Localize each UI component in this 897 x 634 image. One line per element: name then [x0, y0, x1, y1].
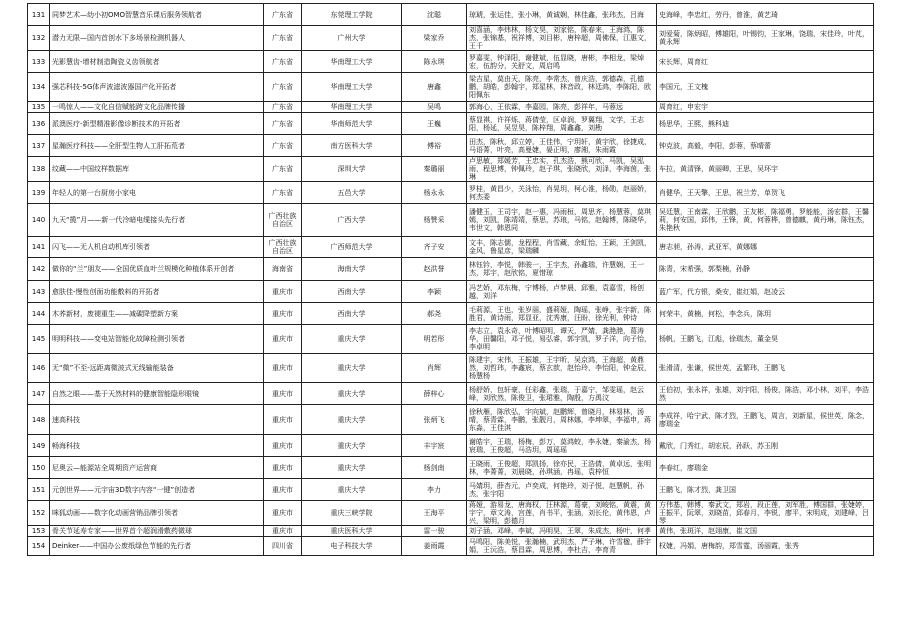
school-name: 深圳大学 [302, 157, 402, 182]
project-name: 派澳医疗-新型精准影像诊断技术的开拓者 [50, 113, 264, 135]
team-leader: 肖辉 [402, 354, 467, 383]
team-members: 马婧玥，薛杏元，卢奕成，何艳玲，刘子悦，赵慧帆，孙杰，张宇阳 [467, 479, 657, 501]
team-leader: 陈永琪 [402, 51, 467, 73]
project-name: 自然之眼——基于天然材料的健康智能隐形眼镜 [50, 383, 264, 405]
province: 重庆市 [264, 435, 302, 457]
school-name: 东莞理工学院 [302, 4, 402, 26]
team-leader: 吴鸣 [402, 102, 467, 113]
school-name: 华南理工大学 [302, 73, 402, 102]
project-name: 光影慧齿-增材制造陶瓷义齿领航者 [50, 51, 264, 73]
project-name: 强芯科技-5G体声波滤波器国产化开拓者 [50, 73, 264, 102]
project-name: 畅海科技 [50, 435, 264, 457]
table-row [28, 26, 874, 51]
team-leader: 李颖 [402, 281, 467, 303]
team-members: 徐秋雁，陈欣弘，宇向斌，赵鹏辉，曾晓月，林易林，汤晴，蔡青霖，李鹏，张靓月，周林娜，李坤翠，李福申，蒋东淼，王佳淇 [467, 405, 657, 435]
school-name: 重庆大学 [302, 479, 402, 501]
province: 广东省 [264, 157, 302, 182]
school-name: 重庆医科大学 [302, 526, 402, 537]
province: 四川省 [264, 537, 302, 556]
project-name: 木荞新材，废褪重生——减碳降塑新方案 [50, 303, 264, 325]
project-name: 九天“揽”月——新一代冷暗电缆接头先行者 [50, 204, 264, 237]
advisors: 杨思华，王熙，熊科迪 [657, 113, 874, 135]
advisors: 李成祥，哈宁武，陈才烈，王鹏飞，周言，刘新星，侯世英，陈念，廖瑞金 [657, 405, 874, 435]
team-leader: 王海平 [402, 501, 467, 526]
team-leader: 杨剑南 [402, 457, 467, 479]
team-leader: 李力 [402, 479, 467, 501]
province: 重庆市 [264, 303, 302, 325]
team-leader: 傅裕 [402, 135, 467, 157]
team-leader: 薛梓心 [402, 383, 467, 405]
advisors: 刘爱菊，陈炳昭，傅雄阳，叶锡钧，王家琳，饶瑞，宋佳玲，叶芃，黄永辉 [657, 26, 874, 51]
advisors: 李国元，王文槐 [657, 73, 874, 102]
team-members: 刘喜涵，李炜林，杨文昊，刘家铭，陈春来，王海鸿，陈杰，张锦基，祝祥博，刘目彬，唐梓超，周佛保，江惠文，王千 [467, 26, 657, 51]
row-number: 135 [28, 102, 50, 113]
table-row [28, 435, 874, 457]
row-number: 132 [28, 26, 50, 51]
team-members: 刘子涵，邓峰，李斌，冯明昊，王翠，朱成杰，杨叶，何孝 [467, 526, 657, 537]
province: 广东省 [264, 182, 302, 204]
school-name: 重庆大学 [302, 405, 402, 435]
team-members: 潘健玉，王司宇，赵一惠，冯雨桓，周思齐，杨慧蓉，莫琪嫣，刘凯，陈靖靖，蔡思，苏琅，马铭，赵翰博，陈晓华，韦世文，韩恩同 [467, 204, 657, 237]
school-name: 海南大学 [302, 258, 402, 281]
row-number: 150 [28, 457, 50, 479]
advisors: 蓝广军，代方银，桑安，崔红娟，赵凌云 [657, 281, 874, 303]
team-members: 毛莉源，王也，张岁丽，盛莉娅，陶瑶，张峥，张宇新，陈胜君，黄诗雨，郑显亚，沈秀康，汪盼，徐光利，钟诗 [467, 303, 657, 325]
advisors: 钟克波，高毅，李阳，彭蓉，蔡晴蕾 [657, 135, 874, 157]
advisors: 权婕，冯娟，唐梅韵，郑雪霆，汤丽霞，张秀 [657, 537, 874, 556]
school-name: 重庆大学 [302, 354, 402, 383]
advisors: 周育红，申宏宇 [657, 102, 874, 113]
table-row [28, 157, 874, 182]
school-name: 五邑大学 [302, 182, 402, 204]
team-members: 琼琥，张运佳，张小琳，黄诚娴，林佳鑫，张玮杰，吕海 [467, 4, 657, 26]
team-leader: 明若彤 [402, 325, 467, 354]
row-number: 131 [28, 4, 50, 26]
team-leader: 杨永永 [402, 182, 467, 204]
project-name: 潜力无限—国内首创水下多场景检测机器人 [50, 26, 264, 51]
table-row [28, 354, 874, 383]
row-number: 133 [28, 51, 50, 73]
project-name: 咪狐动画——数字化动画营销品牌引领者 [50, 501, 264, 526]
school-name: 广州大学 [302, 26, 402, 51]
province: 重庆市 [264, 325, 302, 354]
province: 广东省 [264, 73, 302, 102]
table-row [28, 258, 874, 281]
province: 广东省 [264, 4, 302, 26]
project-name: 年轻人的第一台厨房小家电 [50, 182, 264, 204]
team-members: 杨舒娇，包轩豪，任彩鑫，张瑞，于嘉宁，邹雯瑶，赵云峰，刘欣然，陈俊卫，张珺雅，陶殷，方禹汶 [467, 383, 657, 405]
advisors: 黄伟，张斑洋，赵翊康，崔文国 [657, 526, 874, 537]
province: 重庆市 [264, 457, 302, 479]
province: 广东省 [264, 102, 302, 113]
province: 广西壮族自治区 [264, 237, 302, 258]
table-row [28, 405, 874, 435]
advisors: 宋长辉，周育红 [657, 51, 874, 73]
project-name: 骨关节延寿专家——世界首个超润滑敷药微球 [50, 526, 264, 537]
province: 广西壮族自治区 [264, 204, 302, 237]
advisors: 陈青，宋希强，郭梨楠，孙静 [657, 258, 874, 281]
school-name: 西南大学 [302, 281, 402, 303]
project-name: 纹藏——中国纹样数据库 [50, 157, 264, 182]
advisors: 杨帆，王鹏飞，江彪，徐瑞杰，董金昊 [657, 325, 874, 354]
table-row [28, 457, 874, 479]
team-members: 罗嘉雯，钟泽阳，谢健斌，伍显晓，唐彬，李相龙，梁焯宏，伍韵分，关舒文，周启鸣 [467, 51, 657, 73]
project-name: 无“微”不至-远距离微波式无线输能装备 [50, 354, 264, 383]
province: 广东省 [264, 113, 302, 135]
row-number: 154 [28, 537, 50, 556]
advisors: 何荣丰，黄楠，何松，李念兵，陈玥 [657, 303, 874, 325]
school-name: 南方医科大学 [302, 135, 402, 157]
project-name: 元创世界——元宇宙3D数字内容“一键”创造者 [50, 479, 264, 501]
team-members: 田杰，陈秋，邱立婷，王佳伟，宁玥轩，黄宇欣，徐捷成，马语菁，叶亮，高曼婕，晏正明，廖湘，朱雨霞 [467, 135, 657, 157]
team-leader: 沈聪 [402, 4, 467, 26]
row-number: 147 [28, 383, 50, 405]
project-name: 做你的“兰”朋友——全国优质血叶兰规模化种植体系开创者 [50, 258, 264, 281]
school-name: 华南理工大学 [302, 102, 402, 113]
team-members: 王晓雨，王俊超，郑凯扬，徐亦民，王浩倩，黄卓远，张明林，李菁菁，刘晨晓，孙琪涵，冉瑶，袁梓恒 [467, 457, 657, 479]
school-name: 重庆大学 [302, 325, 402, 354]
school-name: 重庆大学 [302, 435, 402, 457]
team-leader: 秦璐丽 [402, 157, 467, 182]
advisors: 张滑清，张谦，侯世英，孟繁玮，王鹏飞 [657, 354, 874, 383]
table-row [28, 135, 874, 157]
row-number: 145 [28, 325, 50, 354]
school-name: 西南大学 [302, 303, 402, 325]
team-leader: 赵洪誉 [402, 258, 467, 281]
advisors: 史海峰，李忠红，劳丹，曾淮，黄艺琦 [657, 4, 874, 26]
row-number: 143 [28, 281, 50, 303]
province: 重庆市 [264, 501, 302, 526]
row-number: 148 [28, 405, 50, 435]
row-number: 138 [28, 157, 50, 182]
table-row [28, 281, 874, 303]
province: 重庆市 [264, 405, 302, 435]
table-row [28, 182, 874, 204]
project-name: 星瀚医疗科技——全肝型生物人工肝拓荒者 [50, 135, 264, 157]
school-name: 重庆三峡学院 [302, 501, 402, 526]
roster-body [28, 4, 874, 556]
team-members: 陈建宇，宋伟，王振雄，王宇昕，吴京鸿，王海超，黄鼎然，刘哲玮，李鑫宸，蔡玄歆，赵怡玲，李怡阳，钟金辰，杨慧杨 [467, 354, 657, 383]
advisors: 李春红，廖瑞金 [657, 457, 874, 479]
advisors: 吴廷慧，王南霖，王欣鹏，王友彬，陈福勇，罗能能，汤宏群，王馨莉，何安国，邱伟，王锋，黄，何蓉桦，曾德麒，黄丹琳，陈钰杰，朱艳秋 [657, 204, 874, 237]
table-row [28, 237, 874, 258]
project-name: 愈肤佳-慢性创面功能敷料的开拓者 [50, 281, 264, 303]
advisors: 戴欣，门秀红，胡宏辰，孙跃，苏玉刚 [657, 435, 874, 457]
advisors: 唐志昶，孙涛，武亚军，黄娜娜 [657, 237, 874, 258]
advisors: 方伟基，韩博，秦武文，郑岩，段正莲，刘军胜，傅国群，张婕婷，王振平，阮翠，刘晓苗，邱春月，李锐，廖平，宋明成，刘建峰，吕琴 [657, 501, 874, 526]
project-name: 一鸣惊人——文化自信赋能跨文化品牌传播 [50, 102, 264, 113]
row-number: 139 [28, 182, 50, 204]
table-row [28, 73, 874, 102]
row-number: 142 [28, 258, 50, 281]
project-name: 尼奥云—能源站全周期资产运营商 [50, 457, 264, 479]
team-members: 马鸣阳，陈美悦，张瀚楠，武玥杰，严子琳，许雪楹，薛宇娟，王沅浩，蔡昌霖，周思博，李杜吉，李育青 [467, 537, 657, 556]
table-row [28, 113, 874, 135]
row-number: 141 [28, 237, 50, 258]
team-members: 蒋娅，游易龙，唐海权，汪林源，葛豪，刘峻铭，黄震，黄宇宁，章文涛，宫莲，肖书平，张涵，刘长伦，黄伟恩，卢兴，梁明，彭德月 [467, 501, 657, 526]
table-row [28, 501, 874, 526]
table-row [28, 4, 874, 26]
province: 重庆市 [264, 526, 302, 537]
school-name: 华南理工大学 [302, 51, 402, 73]
team-leader: 张炳飞 [402, 405, 467, 435]
team-leader: 齐子安 [402, 237, 467, 258]
team-leader: 杨赞采 [402, 204, 467, 237]
province: 重庆市 [264, 281, 302, 303]
advisors: 车拉，黄清锋，黄丽卿，王思，吴环宇 [657, 157, 874, 182]
school-name: 广西师范大学 [302, 237, 402, 258]
row-number: 152 [28, 501, 50, 526]
table-row [28, 383, 874, 405]
project-name: 速高科技 [50, 405, 264, 435]
province: 广东省 [264, 135, 302, 157]
team-leader: 梁家乔 [402, 26, 467, 51]
table-row [28, 51, 874, 73]
row-number: 144 [28, 303, 50, 325]
team-leader: 郝尧 [402, 303, 467, 325]
team-members: 冯艺娇，邓东梅，宁博杨，卢梦晨，邱雅，袁嘉雪，杨创越，刘洋 [467, 281, 657, 303]
advisors: 王伯初，张永祥，张雄，刘宇阳，杨俊，陈浩，邓小林，刘平，李浩然 [657, 383, 874, 405]
team-leader: 唐鑫 [402, 73, 467, 102]
table-row [28, 526, 874, 537]
province: 广东省 [264, 26, 302, 51]
row-number: 149 [28, 435, 50, 457]
row-number: 151 [28, 479, 50, 501]
team-members: 林钰钤，李悦，韩骏一，王宇杰，孙鑫瑞，许慧娴，王一杰，郑宇，赵欣铭，夏惜琼 [467, 258, 657, 281]
table-row [28, 479, 874, 501]
team-members: 卢思敏，郑媛芳，王忠实，孔杰浩，熊可欣，马凯，吴泓雨，程思博，钟佩玲，赵子琪，张晓欣，刘泽，李海茵，张琳 [467, 157, 657, 182]
team-leader: 雷一骏 [402, 526, 467, 537]
project-name: Deinker——中国办公废纸绿色节能的先行者 [50, 537, 264, 556]
table-row [28, 537, 874, 556]
roster-table [27, 3, 874, 556]
row-number: 134 [28, 73, 50, 102]
team-members: 文丰，陈志儒，龙程程，肖雪藏，余虹怡，王颖，王剑凯，金风，鲁星彦，梁瑞麟 [467, 237, 657, 258]
table-row [28, 204, 874, 237]
advisors: 肖健华，王天擎，王思，祝兰芳，单贺飞 [657, 182, 874, 204]
team-leader: 姜雨霞 [402, 537, 467, 556]
school-name: 重庆大学 [302, 383, 402, 405]
team-members: 罗桂，黄昌少，关泳怡，肖晃玥，柯心淮，杨勋，赵丽娇，何杰委 [467, 182, 657, 204]
project-name: 闪飞——无人机自动机库引领者 [50, 237, 264, 258]
team-members: 蔡显祺，许祥烁，蒋倩莹，区卓润，罗翼翔，文学，王志阳，杨延，吴昱昊，陈梓翔，周鑫鑫，刘勘 [467, 113, 657, 135]
team-members: 郭海心，王依霖，李嘉园，陈亮，彭祥年，马蓉远 [467, 102, 657, 113]
province: 重庆市 [264, 479, 302, 501]
project-name: 同梦艺术—幼小初OMO智慧音乐课后服务领航者 [50, 4, 264, 26]
team-members: 梁吉星，莫由天，陈亮，李常杰，曾庆浩，郭德森，孔德鹏，胡皓，彭翰宇，郑星林，林音政，林廷鸿，李陈阳，欧阳佩东 [467, 73, 657, 102]
team-members: 李志立，袁永奇，叶博昭明，谭天，严婧，龚滟滟，葛涛华，田馨阳，邓子悦，易弘睿，郭宇凯，罗子洋，向子怡，李卓明 [467, 325, 657, 354]
row-number: 137 [28, 135, 50, 157]
province: 重庆市 [264, 354, 302, 383]
school-name: 电子科技大学 [302, 537, 402, 556]
school-name: 华南师范大学 [302, 113, 402, 135]
team-leader: 丰宇宸 [402, 435, 467, 457]
province: 重庆市 [264, 383, 302, 405]
advisors: 王鹏飞，陈才烈，龚卫国 [657, 479, 874, 501]
team-members: 谢皓宇，王瑞，杨梅，彭万，莫鸿蛟，李永婕，秦渝杰，杨宸瑞，王俊超，马浩玥，周瑶瑶 [467, 435, 657, 457]
province: 广东省 [264, 51, 302, 73]
row-number: 153 [28, 526, 50, 537]
project-name: 明明科技——变电站智能化故障检测引领者 [50, 325, 264, 354]
table-row [28, 303, 874, 325]
row-number: 136 [28, 113, 50, 135]
school-name: 重庆大学 [302, 457, 402, 479]
school-name: 广西大学 [302, 204, 402, 237]
team-leader: 王巍 [402, 113, 467, 135]
row-number: 146 [28, 354, 50, 383]
table-row [28, 325, 874, 354]
table-row [28, 102, 874, 113]
province: 海南省 [264, 258, 302, 281]
row-number: 140 [28, 204, 50, 237]
